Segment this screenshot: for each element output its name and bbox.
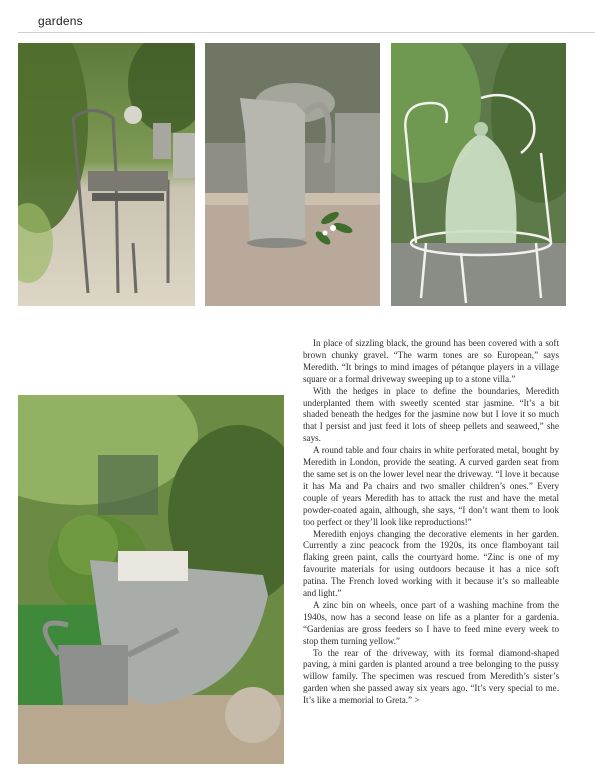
header-rule (18, 32, 595, 33)
article-body (303, 338, 559, 707)
article-paragraph: With the hedges in place to define the boundaries, Meredith underplanted them with sweetly scented star jasmine. “It’s a bit shaded beneath the hedges for the jasmine now but I love it so much that I persist and just feed it lots of sheep pellets and seaweed,” she says. (303, 385, 559, 444)
photo-stacked-chairs (18, 43, 195, 306)
article-paragraph: A zinc bin on wheels, once part of a washing machine from the 1940s, now has a second lease on life as a planter for a gardenia. “Gardenias are gross feeders so I have to feed mine every week to stop them turning yellow.” (303, 599, 559, 646)
article-paragraph: Meredith enjoys changing the decorative elements in her garden. Currently a zinc peacock from the 1920s, its once flamboyant tail flaking green paint, calls the courtyard home. “Zinc is one of my favourite materials for using outdoors because it has a nice soft patina. The French loved working with it because it’s so malleable and light.” (303, 528, 559, 599)
photo-zinc-bath-planter (18, 395, 284, 764)
article-paragraph: A round table and four chairs in white perforated metal, bought by Meredith in London, provide the seating. A curved garden seat from the same set is on the lower level near the driveway. “I love it because it has Ma and Pa chairs and two smaller children’s ones.” Every couple of years Meredith has to attack the rust and have the metal powder-coated again, although, she says, “I don’t want them to look too perfect or they’ll look like reproductions!” (303, 445, 559, 527)
photo-glass-cloche (391, 43, 566, 306)
article-paragraph: In place of sizzling black, the ground has been covered with a soft brown chunky gravel. “The warm tones are so European,” says Meredith. “It brings to mind images of pétanque players in a village square or a formal driveway sweeping up to a stone villa.” (303, 338, 559, 384)
section-label: gardens (38, 14, 83, 28)
photo-zinc-jug (205, 43, 380, 306)
article-paragraph: To the rear of the driveway, with its formal diamond-shaped paving, a mini garden is planted around a tree belonging to the pussy willow family. The specimen was rescued from Meredith’s sister’s garden when she passed away six years ago. “It’s very special to me. It’s like a memorial to Greta.” > (303, 647, 559, 706)
